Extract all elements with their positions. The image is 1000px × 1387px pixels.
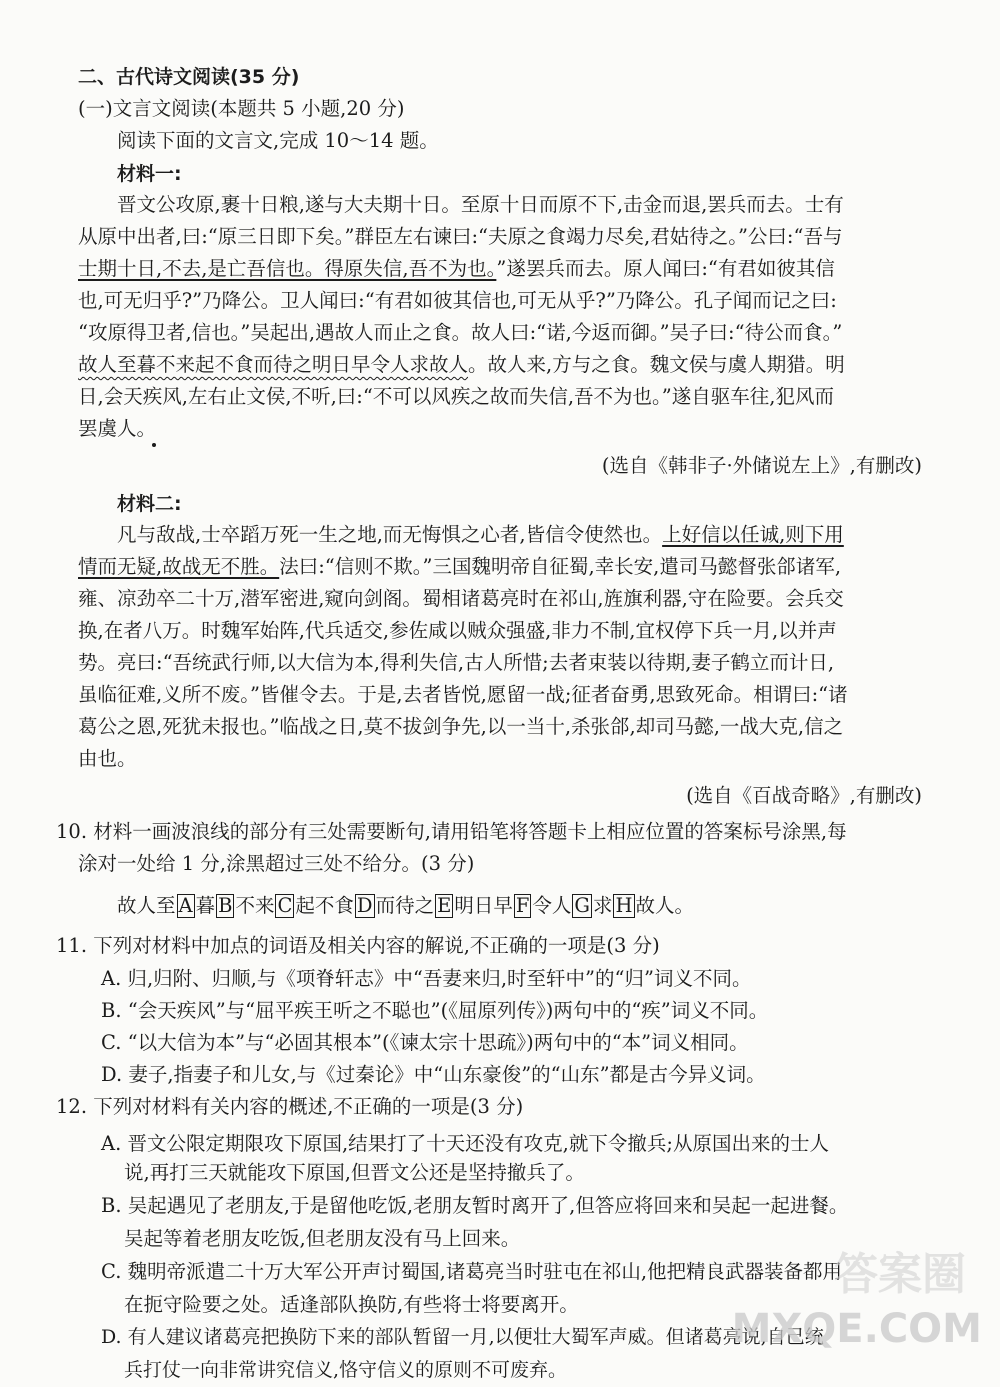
emphasis-dot [152, 443, 156, 447]
answer-box-e[interactable]: E [437, 894, 452, 917]
q10-seg: 明日早 [454, 894, 513, 917]
q12-option-b-1: B. 吴起遇见了老朋友,于是留他吃饭,老朋友暂时离开了,但答应将回来和吴起一起进餐。 [101, 1194, 849, 1217]
m2-line-7: 葛公之恩,死犹未报也。”临战之日,莫不拔剑争先,以一当十,杀张郃,却司马懿,一战大克,信之 [78, 715, 844, 738]
q10-seg: 暮 [195, 894, 216, 917]
q12-option-a-2: 说,再打三天就能攻下原国,但晋文公还是坚持撤兵了。 [124, 1161, 585, 1184]
answer-box-b[interactable]: B [218, 894, 233, 917]
material-one-label: 材料一: [117, 163, 182, 185]
m1-line-3 [78, 252, 835, 286]
q12-option-a-1: A. 晋文公限定期限攻下原国,结果打了十天还没有攻克,就下令撤兵;从原国出来的士人 [101, 1132, 829, 1155]
m1-line-2: 从原中出者,曰:“原三日即下矣。”群臣左右谏曰:“夫原之食竭力尽矣,君姑待之。”公曰:“吾与 [78, 225, 843, 248]
watermark-logo: 答案圈 [834, 1249, 966, 1300]
watermark-url: MXQE.COM [731, 1306, 982, 1352]
material-two-label: 材料二: [117, 493, 182, 515]
answer-box-d[interactable]: D [356, 894, 373, 917]
q11-option-b: B. “会天疾风”与“屈平疾王听之不聪也”(《屈原列传》)两句中的“疾”词义不同。 [101, 999, 769, 1022]
instruction: 阅读下面的文言文,完成 10～14 题。 [117, 129, 439, 152]
m2-line-2 [78, 550, 841, 584]
m2-underlined-sentence-b: 情而无疑,故战无不胜。 [78, 555, 280, 578]
m1-line-5: “攻原得卫者,信也。”吴起出,遇故人而止之食。故人曰:“诺,今返而御。”吴子曰:“待公而食。” [78, 321, 843, 344]
q12-stem: 12. 下列对材料有关内容的概述,不正确的一项是(3 分) [56, 1095, 524, 1118]
m1-wavy-sentence: 故人至暮不来起不食而待之明日早令人求故人 [78, 353, 469, 376]
q10-seg: 故人至 [117, 894, 176, 917]
answer-box-a[interactable]: A [178, 894, 193, 917]
m2-line-2-rest: 法曰:“信则不欺。”三国魏明帝自征蜀,幸长安,遣司马懿督张郃诸军, [279, 555, 842, 578]
answer-box-g[interactable]: G [574, 894, 590, 917]
q10-stem-1: 10. 材料一画波浪线的部分有三处需要断句,请用铅笔将答题卡上相应位置的答案标号涂黑,每 [56, 820, 847, 843]
q12-option-d-1: D. 有人建议诸葛亮把换防下来的部队暂留一月,以便壮大蜀军声威。但诸葛亮说,自己统 [101, 1326, 824, 1348]
m2-underlined-sentence-a: 上好信以任诚,则下用 [662, 523, 844, 546]
q10-seg: 求 [592, 894, 613, 917]
m2-line-6: 虽临征难,义所不废。”皆催令去。于是,去者皆悦,愿留一战;征者奋勇,思致死命。相谓曰:“诸 [78, 683, 848, 706]
m1-line-6-rest: 。故人来,方与之食。魏文侯与虞人期猎。明 [468, 353, 845, 376]
m1-line-1: 晋文公攻原,裹十日粮,遂与大夫期十日。至原十日而原不下,击金而退,罢兵而去。士有 [117, 193, 844, 216]
q10-segmented-sentence [117, 889, 694, 923]
q11-option-c: C. “以大信为本”与“必固其根本”(《谏太宗十思疏》)两句中的“本”词义相同。 [101, 1031, 749, 1054]
m1-line-7: 日,会天疾风,左右止文侯,不听,曰:“不可以风疾之故而失信,吾不为也。”遂自驱车往,犯风而 [78, 385, 834, 408]
m2-source: (选自《百战奇略》,有删改) [686, 784, 922, 807]
m2-line-8: 由也。 [78, 747, 137, 770]
subsection-title: (一)文言文阅读(本题共 5 小题,20 分) [78, 97, 405, 120]
m1-source: (选自《韩非子·外储说左上》,有删改) [601, 454, 922, 477]
answer-box-h[interactable]: H [615, 894, 633, 917]
q10-seg: 故人。 [635, 894, 695, 917]
q10-stem-2: 涂对一处给 1 分,涂黑超过三处不给分。(3 分) [78, 852, 475, 875]
m2-line-3: 雍、凉劲卒二十万,潜军密进,窥向剑阁。蜀相诸葛亮时在祁山,旌旗利器,守在险要。会兵交 [78, 587, 844, 610]
m2-line-4: 换,在者八万。时魏军始阵,代兵适交,参佐咸以贼众强盛,非力不制,宜权停下兵一月,以并声 [78, 619, 837, 642]
q11-stem: 11. 下列对材料中加点的词语及相关内容的解说,不正确的一项是(3 分) [56, 934, 660, 957]
q12-option-b-2: 吴起等着老朋友吃饭,但老朋友没有马上回来。 [124, 1227, 521, 1250]
m1-line-3-rest: ”遂罢兵而去。原人闻曰:“有君如彼其信 [496, 257, 835, 280]
m2-line-1 [117, 518, 844, 552]
m2-line-5: 势。亮曰:“吾统武行师,以大信为本,得利失信,古人所惜;去者束装以待期,妻子鹤立而计日, [78, 651, 835, 674]
q10-seg: 令人 [532, 894, 572, 917]
answer-box-f[interactable]: F [515, 894, 530, 917]
q11-option-a: A. 归,归附、归顺,与《项脊轩志》中“吾妻来归,时至轩中”的“归”词义不同。 [101, 967, 752, 990]
answer-box-c[interactable]: C [277, 894, 293, 917]
q10-seg: 而待之 [375, 894, 435, 917]
section-title: 二、古代诗文阅读(35 分) [78, 66, 300, 88]
q12-option-c-2: 在扼守险要之处。适逢部队换防,有些将士将要离开。 [124, 1293, 579, 1316]
m1-underlined-sentence: 士期十日,不去,是亡吾信也。得原失信,吾不为也。 [78, 257, 497, 280]
m2-line-1-text: 凡与敌战,士卒蹈万死一生之地,而无悔惧之心者,皆信令使然也。 [117, 523, 663, 546]
q12-option-d-2: 兵打仗一向非常讲究信义,恪守信义的原则不可废弃。 [124, 1359, 568, 1381]
q10-seg: 不来 [235, 894, 275, 917]
q12-option-c-1: C. 魏明帝派遣二十万大军公开声讨蜀国,诸葛亮当时驻屯在祁山,他把精良武器装备都用 [101, 1260, 843, 1283]
m1-line-8: 罢虞人。 [78, 417, 157, 440]
m1-line-4: 也,可无归乎?”乃降公。卫人闻曰:“有君如彼其信也,可无从乎?”乃降公。孔子闻而记之曰: [78, 289, 837, 312]
q11-option-d: D. 妻子,指妻子和儿女,与《过秦论》中“山东豪俊”的“山东”都是古今异义词。 [101, 1063, 766, 1086]
q10-seg: 起不食 [295, 894, 354, 917]
m1-line-6 [78, 348, 845, 382]
